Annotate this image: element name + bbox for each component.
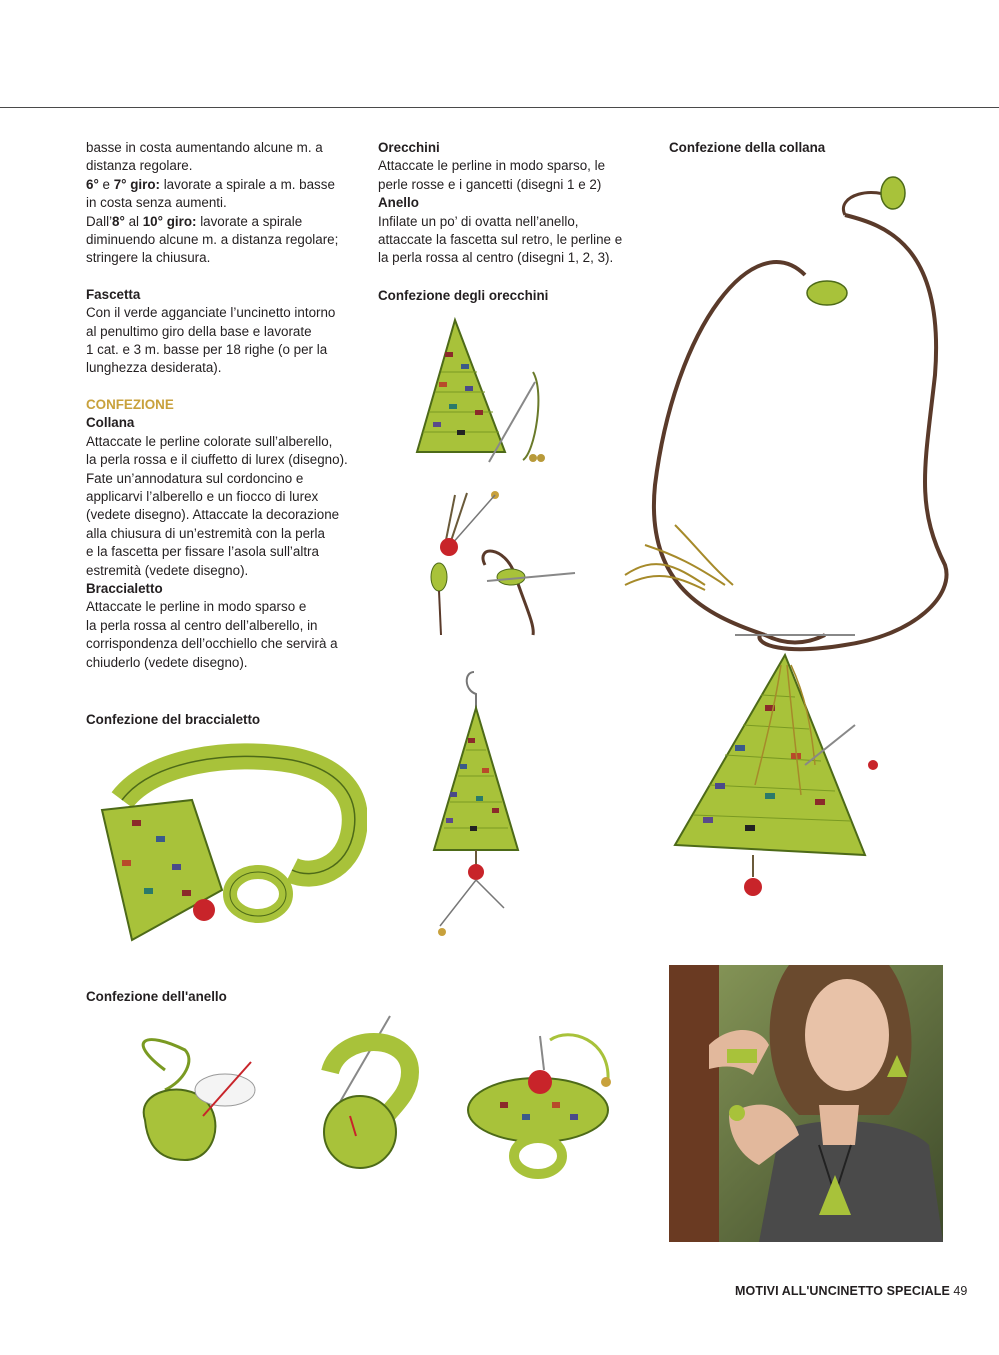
text-line: applicarvi l’alberello e un fiocco di lurex	[86, 488, 319, 504]
giro-8-10: Dall’8° al 10° giro: lavorate a spirale	[86, 213, 303, 229]
ring-illustration-3	[460, 1030, 620, 1180]
text-line: basse in costa aumentando alcune m. a	[86, 140, 323, 155]
text-line: distanza regolare.	[86, 158, 193, 174]
giro-6-7: 6° e 7° giro: lavorate a spirale a m. basse	[86, 176, 335, 192]
footer-title: MOTIVI ALL'UNCINETTO SPECIALE	[735, 1284, 950, 1298]
anello-heading: Anello	[378, 195, 419, 211]
text-line: la perla rossa e il ciuffetto di lurex (disegno).	[86, 452, 348, 468]
ring-illustration-1	[125, 1030, 275, 1170]
text-line: Attaccate le perline in modo sparso, le	[378, 158, 606, 174]
text-line: perle rosse e i gancetti (disegni 1 e 2)	[378, 176, 602, 192]
collana-heading: Collana	[86, 415, 135, 431]
fascetta-heading: Fascetta	[86, 286, 141, 302]
bracelet-illustration	[92, 740, 367, 950]
page-footer	[735, 1284, 967, 1298]
caption-collana: Confezione della collana	[669, 140, 826, 155]
braccialetto-heading: Braccialetto	[86, 580, 163, 596]
text-line: stringere la chiusura.	[86, 250, 211, 266]
text-line: in costa senza aumenti.	[86, 195, 227, 211]
text-line: e la fascetta per fissare l’asola sull’altra	[86, 544, 319, 560]
text-line: attaccate la fascetta sul retro, le perline e	[378, 232, 623, 248]
text-line: Con il verde agganciate l’uncinetto intorno	[86, 305, 336, 321]
model-photo-illustration	[669, 965, 943, 1242]
page-number: 49	[953, 1284, 968, 1298]
caption-braccialetto: Confezione del braccialetto	[86, 712, 261, 727]
orecchini-heading: Orecchini	[378, 140, 440, 155]
text-line: lunghezza desiderata).	[86, 360, 222, 376]
text-line: corrispondenza dell’occhiello che servirà a	[86, 636, 338, 652]
text-line: diminuendo alcune m. a distanza regolare;	[86, 232, 339, 248]
text-line: la perla rossa al centro (disegni 1, 2, 3).	[378, 250, 614, 266]
model-photo	[669, 965, 943, 1242]
text-line: la perla rossa al centro dell’alberello, in	[86, 617, 318, 633]
text-line: 1 cat. e 3 m. basse per 18 righe (o per la	[86, 342, 328, 358]
confezione-heading: CONFEZIONE	[86, 396, 174, 412]
necklace-illustration	[615, 165, 960, 940]
column-left	[86, 139, 371, 672]
text-line: Attaccate le perline in modo sparso e	[86, 599, 307, 615]
caption-anello: Confezione dell'anello	[86, 989, 227, 1004]
text-line: alla chiusura di un’estremità con la perla	[86, 525, 325, 541]
header-rule	[0, 107, 999, 108]
text-line: al penultimo giro della base e lavorate	[86, 323, 312, 339]
text-line: Infilate un po’ di ovatta nell’anello,	[378, 213, 579, 229]
earring-illustration-3	[420, 668, 530, 946]
earring-illustration-1	[405, 312, 555, 472]
text-line: Attaccate le perline colorate sull’alberello,	[86, 433, 333, 449]
column-middle	[378, 139, 653, 268]
ring-illustration-2	[300, 1012, 450, 1172]
caption-orecchini: Confezione degli orecchini	[378, 288, 549, 303]
text-line: (vedete disegno). Attaccate la decorazione	[86, 507, 340, 523]
text-line: Fate un’annodatura sul cordoncino e	[86, 470, 304, 486]
text-line: chiuderlo (vedete disegno).	[86, 654, 248, 670]
earring-illustration-2	[415, 485, 595, 645]
text-line: estremità (vedete disegno).	[86, 562, 249, 578]
